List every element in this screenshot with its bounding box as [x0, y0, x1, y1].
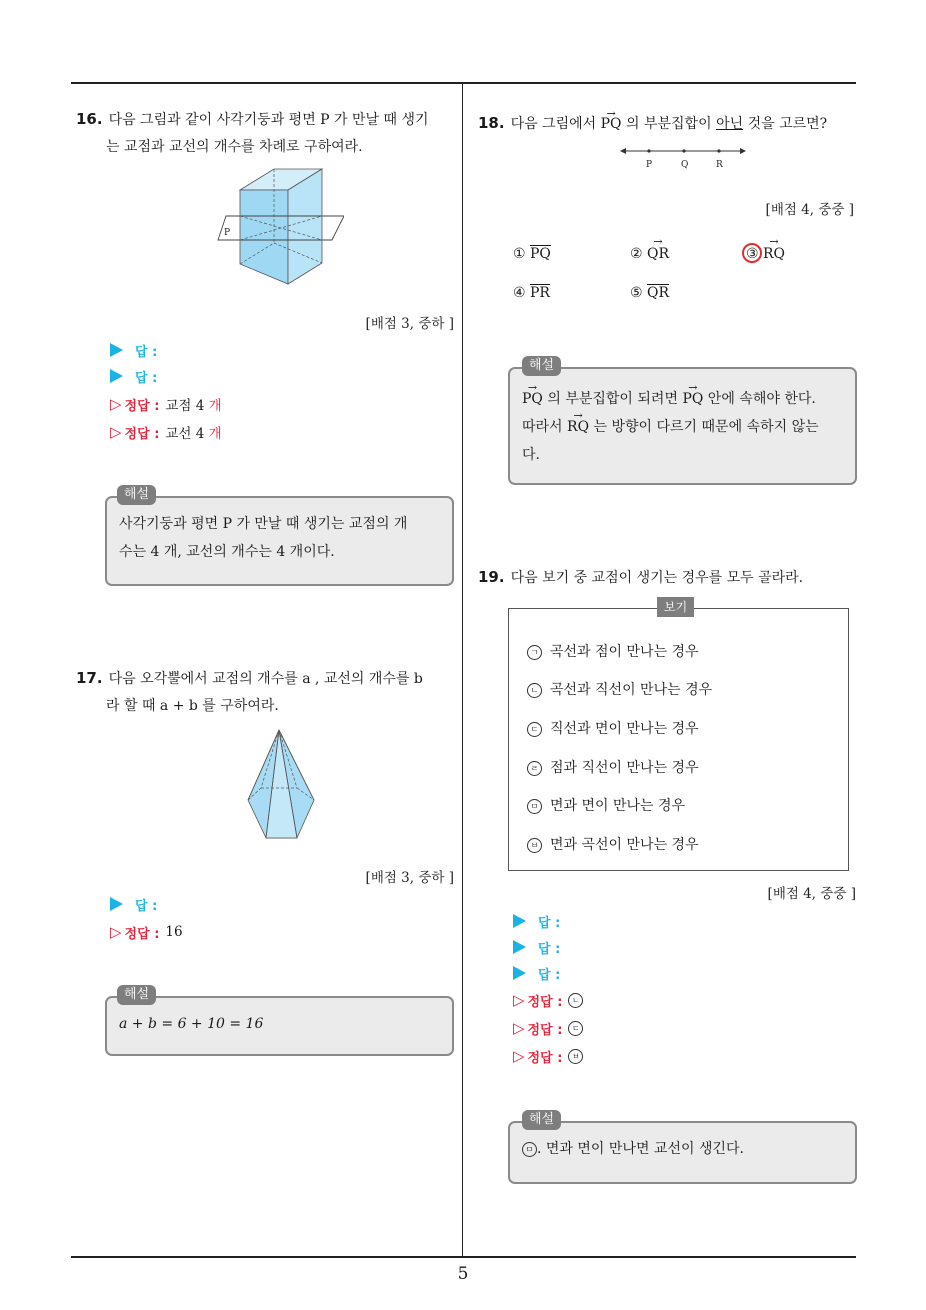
correct-arrow-icon: ▷: [110, 423, 122, 441]
q18-text-post: 것을 고르면?: [747, 116, 828, 132]
q18-number-line: [620, 143, 746, 173]
bottom-rule: [71, 1256, 856, 1258]
q19-answer-row-1: [513, 910, 560, 932]
q18-number: 18.: [478, 114, 505, 132]
text: . 면과 면이 만나면 교선이 생긴다.: [537, 1141, 744, 1157]
answer-arrow-icon: [110, 369, 123, 383]
q17-correct-label: 정답 :: [124, 926, 160, 942]
q18-meta: [배점 4, 중중 ]: [765, 202, 854, 218]
q16-line2: 는 교점과 교선의 개수를 차례로 구하여라.: [106, 139, 363, 155]
q18-explanation-line3: 다.: [522, 447, 540, 463]
q17-line1: 다음 오각뿔에서 교점의 개수를 a , 교선의 개수를 b: [108, 671, 423, 687]
q16-plane-label: P: [224, 228, 231, 238]
choice-number: ①: [513, 246, 526, 262]
page-number: 5: [457, 1264, 469, 1284]
column-divider: [462, 83, 463, 1257]
q17-correct-row: [110, 921, 183, 943]
q16-line1: 다음 그림과 같이 사각기둥과 평면 P 가 만날 때 생기: [108, 112, 429, 128]
item-marker: ㄹ: [527, 761, 542, 776]
item-text: 면과 면이 만나는 경우: [550, 798, 686, 814]
q18-point-q: Q: [681, 160, 689, 170]
text: 안에 속해야 한다.: [707, 391, 816, 407]
answer-arrow-icon: [110, 343, 123, 357]
q17-answer-label: 답 :: [135, 898, 158, 914]
q16-correct-row-2: [110, 421, 222, 443]
q19-correct-row-3: [513, 1045, 591, 1067]
q18-text-pre: 다음 그림에서: [510, 116, 597, 132]
q18-choice-1[interactable]: [513, 246, 551, 262]
q19-explanation-box: [508, 1121, 857, 1184]
q16-explanation-line2: 수는 4 개, 교선의 개수는 4 개이다.: [119, 544, 335, 560]
q18-explanation-box: [508, 367, 857, 485]
item-marker: ㅁ: [522, 1142, 537, 1157]
q19-correct-row-2: [513, 1017, 591, 1039]
q19-number: 19.: [478, 568, 505, 586]
text: 따라서: [522, 419, 563, 435]
q19-answer-label-2: 답 :: [538, 941, 561, 957]
q16-answer-label-1: 답 :: [135, 344, 158, 360]
choice-number: ④: [513, 285, 526, 301]
q18-point-p: P: [646, 160, 653, 170]
q16-answer-row-1: [110, 339, 157, 361]
item-text: 직선과 면이 만나는 경우: [550, 721, 699, 737]
item-marker: ㅁ: [527, 799, 542, 814]
item-text: 곡선과 직선이 만나는 경우: [550, 682, 713, 698]
q16-correct-1: 교점 4: [165, 398, 205, 414]
q16-question: [76, 106, 460, 161]
q19-item-5: [527, 795, 685, 815]
q19-explanation-line1: [522, 1135, 843, 1163]
choice-label: → QR: [647, 246, 669, 262]
q19-correct-label-3: 정답 :: [527, 1050, 563, 1066]
q19-meta: [배점 4, 중중 ]: [767, 886, 856, 902]
q19-item-2: [527, 679, 712, 699]
q19-correct-label-2: 정답 :: [527, 1022, 563, 1038]
q19-item-1: [527, 641, 699, 661]
q19-explanation-tag: 해설: [522, 1110, 561, 1130]
item-marker: ㄷ: [527, 722, 542, 737]
q17-number: 17.: [76, 669, 103, 687]
q19-bogi-tag: 보기: [657, 597, 694, 617]
q18-question: [478, 110, 868, 138]
answer-arrow-icon: [513, 940, 526, 954]
answer-arrow-icon: [513, 914, 526, 928]
q17-explanation-line1: a + b = 6 + 10 = 16: [119, 1016, 264, 1032]
vector-label: → RQ: [567, 413, 589, 441]
q16-explanation-tag: 해설: [117, 485, 156, 505]
q16-correct-2: 교선 4: [165, 426, 205, 442]
q18-explanation-line2: [522, 413, 843, 441]
correct-arrow-icon: ▷: [110, 395, 122, 413]
q18-point-r: R: [716, 160, 723, 170]
q18-text-underlined: 아닌: [716, 116, 744, 132]
choice-label: $\overline{PQ}$: [530, 246, 551, 262]
text: 는 방향이 다르기 때문에 속하지 않는: [593, 419, 819, 435]
q16-correct-label-2: 정답 :: [124, 426, 160, 442]
item-text: 곡선과 점이 만나는 경우: [550, 644, 699, 660]
choice-number: ②: [630, 246, 643, 262]
q18-choice-3[interactable]: [746, 246, 785, 262]
q19-correct-value-3: ㅂ: [568, 1049, 583, 1064]
q16-correct-1-unit: 개: [208, 398, 222, 414]
vector-label: → PQ: [682, 385, 703, 413]
q19-answer-row-2: [513, 936, 560, 958]
q19-item-6: [527, 834, 699, 854]
q16-answer-label-2: 답 :: [135, 370, 158, 386]
q16-meta: [배점 3, 중하 ]: [365, 316, 454, 332]
q19-answer-label-3: 답 :: [538, 967, 561, 983]
q19-item-3: [527, 718, 699, 738]
item-text: 면과 곡선이 만나는 경우: [550, 837, 699, 853]
choice-label: → RQ: [763, 246, 785, 262]
choice-number: ⑤: [630, 285, 643, 301]
q18-choice-4[interactable]: [513, 285, 550, 301]
answer-arrow-icon: [110, 897, 123, 911]
q19-question: [478, 564, 868, 592]
q16-explanation-line1: 사각기둥과 평면 P 가 만날 때 생기는 교점의 개: [119, 516, 408, 532]
q16-correct-row-1: [110, 393, 222, 415]
q18-text-mid: 의 부분집합이: [626, 116, 712, 132]
q19-answer-label-1: 답 :: [538, 915, 561, 931]
q19-correct-value-2: ㄷ: [568, 1021, 583, 1036]
correct-arrow-icon: ▷: [110, 923, 122, 941]
correct-arrow-icon: ▷: [513, 991, 525, 1009]
vector-label: → PQ: [522, 385, 543, 413]
item-marker: ㄱ: [527, 645, 542, 660]
q17-answer-row: [110, 893, 157, 915]
q17-meta: [배점 3, 중하 ]: [365, 870, 454, 886]
q18-choice-5[interactable]: [630, 285, 669, 301]
q19-correct-label-1: 정답 :: [527, 994, 563, 1010]
q16-correct-2-unit: 개: [208, 426, 222, 442]
q19-answer-row-3: [513, 962, 560, 984]
q16-prism-figure: [214, 166, 344, 288]
selected-circle-icon: [742, 243, 762, 263]
top-rule: [71, 82, 856, 84]
item-marker: ㅂ: [527, 838, 542, 853]
item-marker: ㄴ: [527, 683, 542, 698]
q17-explanation-tag: 해설: [117, 985, 156, 1005]
q19-correct-value-1: ㄴ: [568, 993, 583, 1008]
choice-label: $\overline{PR}$: [530, 285, 550, 301]
text: 의 부분집합이 되려면: [547, 391, 678, 407]
answer-arrow-icon: [513, 966, 526, 980]
q18-vector-pq: → PQ: [601, 111, 622, 138]
q16-correct-label-1: 정답 :: [124, 398, 160, 414]
q17-pyramid-figure: [244, 728, 316, 842]
correct-arrow-icon: ▷: [513, 1047, 525, 1065]
q19-correct-row-1: [513, 989, 591, 1011]
q18-explanation-tag: 해설: [522, 356, 561, 376]
q17-correct-value: 16: [165, 924, 183, 940]
q16-explanation-box: [105, 496, 454, 586]
q17-explanation-box: [105, 996, 454, 1056]
correct-arrow-icon: ▷: [513, 1019, 525, 1037]
q19-item-4: [527, 757, 699, 777]
q19-line1: 다음 보기 중 교점이 생기는 경우를 모두 골라라.: [510, 570, 804, 586]
q18-choice-2[interactable]: [630, 246, 669, 262]
choice-label: $\overline{QR}$: [647, 285, 670, 301]
choice-number: ③: [746, 246, 759, 262]
q17-question: [76, 665, 460, 720]
q17-line2: 라 할 때 a + b 를 구하여라.: [106, 698, 279, 714]
q16-number: 16.: [76, 110, 103, 128]
q16-answer-row-2: [110, 365, 157, 387]
item-text: 점과 직선이 만나는 경우: [550, 760, 699, 776]
